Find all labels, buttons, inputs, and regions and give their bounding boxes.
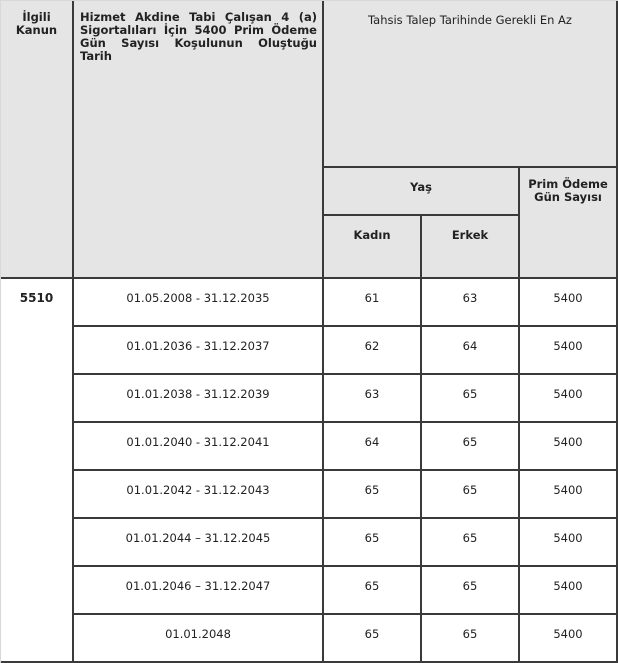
kadin-cell: 65 (324, 519, 422, 567)
header-prim-line1: Prim Ödeme (528, 177, 608, 191)
tarih-cell: 01.01.2038 - 31.12.2039 (74, 375, 324, 423)
header-kanun-line2: Kanun (15, 23, 58, 37)
tarih-cell: 01.01.2046 – 31.12.2047 (74, 567, 324, 615)
prim-cell: 5400 (520, 567, 618, 615)
prim-cell: 5400 (520, 519, 618, 567)
header-kanun (1, 1, 74, 279)
erkek-cell: 65 (422, 375, 520, 423)
table-row (1, 567, 618, 615)
header-tahsis-label: Tahsis Talep Tarihinde Gerekli En Az (368, 13, 572, 27)
tarih-cell: 01.01.2042 - 31.12.2043 (74, 471, 324, 519)
table-row (1, 423, 618, 471)
header-prim (520, 168, 618, 279)
kadin-cell: 61 (324, 279, 422, 327)
table-row (1, 615, 618, 663)
table-row (1, 327, 618, 375)
header-kadin: Kadın (324, 216, 422, 279)
erkek-cell: 63 (422, 279, 520, 327)
table-row (1, 519, 618, 567)
table-row (1, 471, 618, 519)
prim-cell: 5400 (520, 423, 618, 471)
table-row (1, 279, 618, 327)
kadin-cell: 64 (324, 423, 422, 471)
header-prim-line2: Gün Sayısı (534, 190, 602, 204)
kadin-cell: 65 (324, 615, 422, 663)
kadin-cell: 65 (324, 567, 422, 615)
erkek-cell: 64 (422, 327, 520, 375)
prim-cell: 5400 (520, 327, 618, 375)
erkek-cell: 65 (422, 615, 520, 663)
kanun-cell: 5510 (1, 279, 74, 663)
tarih-cell: 01.05.2008 - 31.12.2035 (74, 279, 324, 327)
erkek-cell: 65 (422, 519, 520, 567)
erkek-cell: 65 (422, 567, 520, 615)
prim-cell: 5400 (520, 279, 618, 327)
tarih-cell: 01.01.2044 – 31.12.2045 (74, 519, 324, 567)
header-yas: Yaş (324, 168, 520, 216)
header-kanun-line1: İlgili (22, 10, 51, 24)
kadin-cell: 63 (324, 375, 422, 423)
header-tahsis (324, 1, 618, 168)
kadin-cell: 65 (324, 471, 422, 519)
prim-cell: 5400 (520, 471, 618, 519)
header-hizmet: Hizmet Akdine Tabi Çalışan 4 (a) Sigortalıları İçin 5400 Prim Ödeme Gün Sayısı Koşulunun Oluştuğu Tarih (74, 1, 324, 279)
erkek-cell: 65 (422, 471, 520, 519)
table-row (1, 375, 618, 423)
header-erkek: Erkek (422, 216, 520, 279)
kadin-cell: 62 (324, 327, 422, 375)
prim-cell: 5400 (520, 615, 618, 663)
erkek-cell: 65 (422, 423, 520, 471)
tarih-cell: 01.01.2036 - 31.12.2037 (74, 327, 324, 375)
prim-cell: 5400 (520, 375, 618, 423)
tarih-cell: 01.01.2040 - 31.12.2041 (74, 423, 324, 471)
tarih-cell: 01.01.2048 (74, 615, 324, 663)
